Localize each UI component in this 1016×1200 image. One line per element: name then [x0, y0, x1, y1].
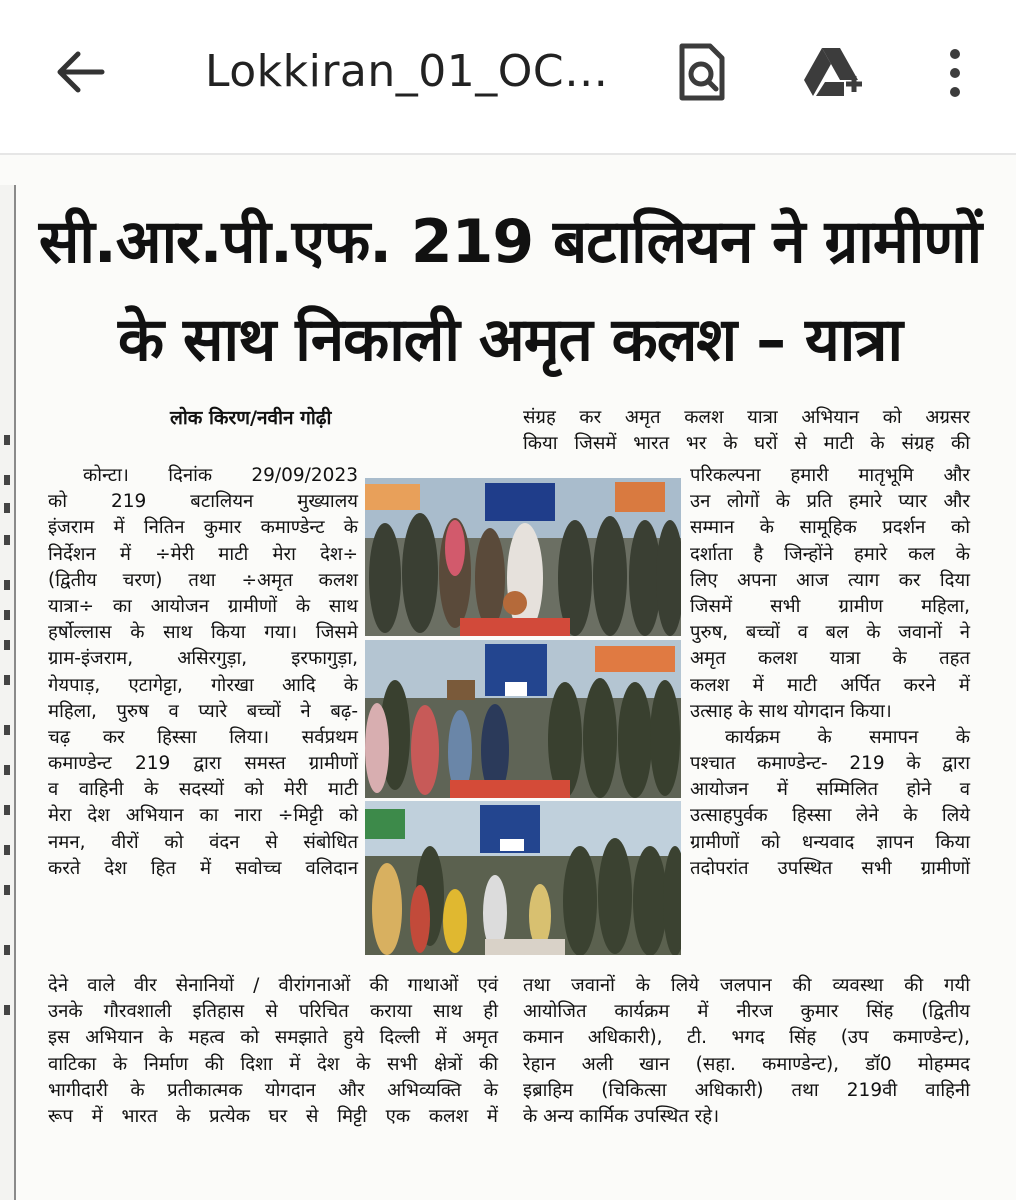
headline-line-2: के साथ निकाली अमृत कलश – यात्रा: [117, 305, 902, 375]
text-line: परिकल्पना हमारी मातृभूमि और: [690, 465, 970, 486]
text-line: जिसमें सभी ग्रामीण महिला,: [690, 595, 970, 617]
document-title: Lokkiran_01_OC…: [205, 46, 609, 97]
text-line: चढ़ कर हिस्सा लिया। सर्वप्रथम: [48, 726, 358, 748]
text-line: वाटिका के निर्माण की दिशा में देश के सभी क्षेत्रों की: [48, 1053, 498, 1075]
more-vert-icon[interactable]: [935, 40, 975, 104]
text-line: आयोजन में सम्मिलित होने व: [690, 779, 970, 801]
event-photo-2: [365, 640, 681, 798]
text-line: संग्रह कर अमृत कलश यात्रा अभियान को अग्रसर: [523, 407, 970, 428]
text-line: व वाहिनी के सदस्यों को मेरी माटी: [48, 779, 358, 801]
text-line: इंजराम में नितिन कुमार कमाण्डेन्ट के: [48, 517, 358, 539]
text-line: के अन्य कार्मिक उपस्थित रहे।: [523, 1105, 720, 1127]
text-line: आयोजित कार्यक्रम में नीरज कुमार सिंह (द्वितीय: [523, 1001, 970, 1023]
add-to-drive-icon[interactable]: [800, 40, 864, 104]
text-line: को 219 बटालियन मुख्यालय: [48, 491, 358, 513]
left-column-text: [48, 463, 358, 882]
right-column-text: [690, 463, 970, 882]
text-line: लिए अपना आज त्याग कर दिया: [690, 569, 970, 591]
text-line: ग्राम-इंजराम, असिरगुड़ा, इरफागुड़ा,: [48, 648, 358, 670]
text-line: नमन, वीरों को वंदन से संबोधित: [48, 831, 358, 853]
text-line: उनके गौरवशाली इतिहास से परिचित कराया साथ ही: [48, 1001, 498, 1023]
text-line: पश्चात कमाण्डेन्ट- 219 के द्वारा: [690, 753, 970, 775]
text-line: दर्शाता है जिन्होंने हमारे कल के: [690, 543, 970, 565]
text-line: तथा जवानों के लिये जलपान की व्यवस्था की गयी: [523, 975, 970, 996]
bottom-left-text: [48, 973, 498, 1130]
text-line: मेरा देश अभियान का नारा ÷मिट्टी को: [48, 805, 358, 827]
arrow-left-icon[interactable]: [52, 44, 108, 100]
text-line: गेयपाड़, एटागेट्टा, गोरखा आदि के: [48, 674, 358, 696]
event-photo-1: [365, 478, 681, 636]
bottom-right-text: [523, 973, 970, 1130]
text-line: पुरुष, बच्चों व बल के जवानों ने: [690, 622, 970, 644]
text-line: कोन्टा। दिनांक 29/09/2023: [83, 465, 358, 486]
event-photo-3: [365, 801, 681, 955]
text-line: उत्साहपुर्वक हिस्सा लेने के लिये: [690, 805, 970, 827]
text-line: रेहान अली खान (सहा. कमाण्डेन्ट), डॉ0 मोहम्मद: [523, 1053, 970, 1075]
text-line: कलश में माटी अर्पित करने में: [690, 674, 970, 696]
text-line: कमाण्डेन्ट 219 द्वारा समस्त ग्रामीणों: [48, 753, 358, 775]
text-line: कमान अधिकारी), टी. भगद सिंह (उप कमाण्डेन्ट),: [523, 1027, 970, 1049]
text-line: हर्षोल्लास के साथ किया गया। जिसमे: [48, 622, 358, 644]
byline: लोक किरण/नवीन गोढ़ी: [170, 407, 332, 429]
adjacent-page-edge: [0, 185, 16, 1200]
text-line: कार्यक्रम के समापन के: [725, 726, 970, 748]
article-headline: [30, 193, 990, 389]
top-right-text: [523, 405, 970, 457]
text-line: देने वाले वीर सेनानियों / वीरांगनाओं की गाथाओं एवं: [48, 975, 498, 996]
text-line: निर्देशन में ÷मेरी माटी मेरा देश÷: [48, 543, 358, 565]
text-line: उत्साह के साथ योगदान किया।: [690, 700, 892, 722]
headline-line-1: सी.आर.पी.एफ. 219 बटालियन ने ग्रामीणों: [38, 207, 982, 277]
text-line: ग्रामीणों को धन्यवाद ज्ञापन किया: [690, 831, 970, 853]
text-line: महिला, पुरुष व प्यारे बच्चों ने बढ़-: [48, 700, 358, 722]
text-line: यात्रा÷ का आयोजन ग्रामीणों के साथ: [48, 595, 358, 617]
text-line: तदोपरांत उपस्थित सभी ग्रामीणों: [690, 857, 970, 879]
text-line: भागीदारी के प्रतीकात्मक योगदान और अभिव्यक्ति के: [48, 1079, 498, 1101]
text-line: अमृत कलश यात्रा के तहत: [690, 648, 970, 670]
text-line: उन लोगों के प्रति हमारे प्यार और: [690, 491, 970, 513]
text-line: करते देश हित में सवोच्च वलिदान: [48, 857, 358, 879]
text-line: सम्मान के सामूहिक प्रदर्शन को: [690, 517, 970, 539]
text-line: किया जिसमें भारत भर के घरों से माटी के संग्रह की: [523, 433, 970, 455]
text-line: इब्राहिम (चिकित्सा अधिकारी) तथा 219वी वाहिनी: [523, 1079, 970, 1101]
text-line: इस अभियान के महत्व को समझाते हुये दिल्ली में अमृत: [48, 1027, 498, 1049]
google-lens-icon[interactable]: [670, 40, 734, 104]
app-bar: [0, 0, 1016, 155]
text-line: (द्वितीय चरण) तथा ÷अमृत कलश: [48, 569, 358, 591]
text-line: रूप में भारत के प्रत्येक घर से मिट्टी एक कलश में: [48, 1105, 498, 1127]
